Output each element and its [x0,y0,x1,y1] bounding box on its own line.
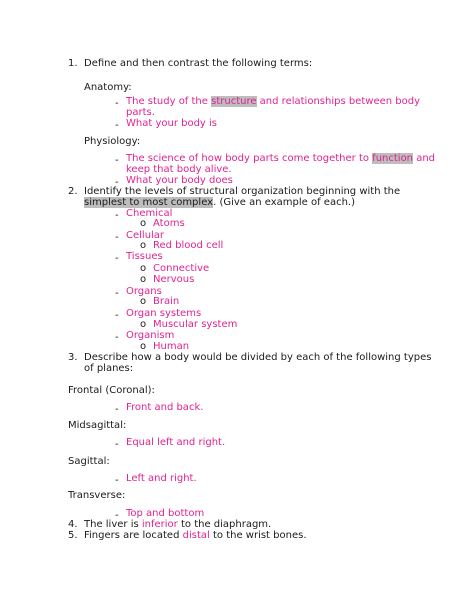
example-red-blood-cell: Red blood cell [153,240,224,251]
q3-prompt-line1: Describe how a body would be divided by each of the following types [84,352,432,363]
q3-prompt-line2: of planes: [84,363,134,374]
dash-bullet: - [115,475,119,486]
physiology-answer-2: What your body does [126,175,233,186]
q5-answer: distal [182,530,210,541]
dash-bullet: - [115,120,119,131]
circle-bullet: o [140,263,147,274]
dash-bullet: - [115,510,119,521]
dash-bullet: - [115,310,119,321]
dash-bullet: - [115,253,119,264]
q4-text: The liver is inferior to the diaphragm. [84,519,272,530]
anatomy-answer-1-cont: parts. [126,107,155,118]
anatomy-answer-1: The study of the structure and relationships between body [126,96,420,107]
plane-frontal-label: Frontal (Coronal): [68,385,155,396]
example-brain: Brain [153,296,180,307]
q5-text: Fingers are located distal to the wrist bones. [84,530,307,541]
dash-bullet: - [115,155,119,166]
q4-answer: inferior [141,519,178,530]
physiology-label: Physiology: [84,136,141,147]
plane-midsagittal-answer: Equal left and right. [126,437,226,448]
q2-number: 2. [68,186,78,197]
level-organism: Organism [126,330,175,341]
circle-bullet: o [140,240,147,251]
q4-number: 4. [68,519,78,530]
example-connective: Connective [153,263,210,274]
example-muscular-system: Muscular system [153,319,238,330]
circle-bullet: o [140,218,147,229]
physiology-answer-1-cont: keep that body alive. [126,164,232,175]
example-human: Human [153,341,190,352]
q1-prompt: Define and then contrast the following terms: [84,58,313,69]
circle-bullet: o [140,341,147,352]
q1-number: 1. [68,58,78,69]
anatomy-answer-2: What your body is [126,118,218,129]
circle-bullet: o [140,274,147,285]
dash-bullet: - [115,98,119,109]
dash-bullet: - [115,439,119,450]
anatomy-label: Anatomy: [84,82,132,93]
dash-bullet: - [115,210,119,221]
level-cellular: Cellular [126,230,165,241]
dash-bullet: - [115,232,119,243]
dash-bullet: - [115,332,119,343]
dash-bullet: - [115,288,119,299]
q3-number: 3. [68,352,78,363]
circle-bullet: o [140,319,147,330]
highlight-simplest: simplest to most complex [84,197,214,208]
dash-bullet: - [115,177,119,188]
plane-midsagittal-label: Midsagittal: [68,420,127,431]
plane-sagittal-label: Sagittal: [68,456,110,467]
level-tissues: Tissues [126,251,163,262]
plane-transverse-label: Transverse: [68,490,126,501]
circle-bullet: o [140,296,147,307]
highlight-function: function [372,153,414,164]
q5-number: 5. [68,530,78,541]
plane-sagittal-answer: Left and right. [126,473,197,484]
dash-bullet: - [115,404,119,415]
level-organs: Organs [126,286,162,297]
highlight-structure: structure [211,96,257,107]
physiology-answer-1: The science of how body parts come together to function and [126,153,436,164]
example-nervous: Nervous [153,274,195,285]
level-chemical: Chemical [126,208,173,219]
plane-transverse-answer: Top and bottom [126,508,205,519]
level-organ-systems: Organ systems [126,308,202,319]
plane-frontal-answer: Front and back. [126,402,204,413]
q2-prompt-line2: simplest to most complex. (Give an example of each.) [84,197,356,208]
example-atoms: Atoms [153,218,185,229]
q2-prompt-line1: Identify the levels of structural organization beginning with the [84,186,401,197]
